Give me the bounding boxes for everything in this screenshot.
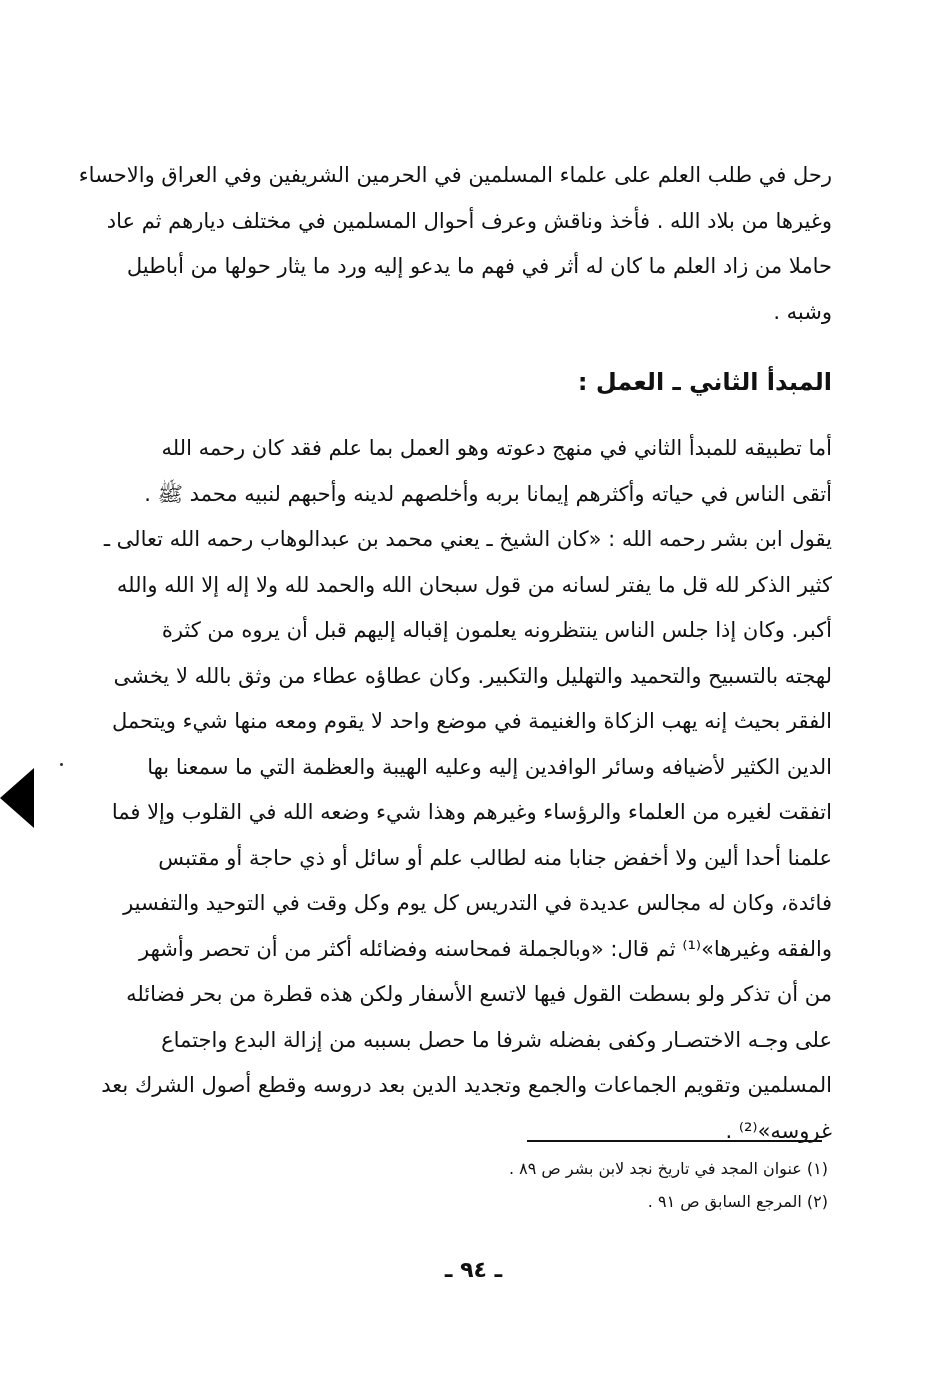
body-line: أتقى الناس في حياته وأكثرهم إيمانا بربه وأخلصهم لدينه وأحبهم لنبيه محمد ﷺ . [144, 481, 832, 506]
footnote-divider [527, 1140, 822, 1142]
footnotes [300, 1152, 828, 1218]
footnote-item: (٢) المرجع السابق ص ٩١ . [647, 1192, 828, 1211]
section-heading: المبدأ الثاني ـ العمل : [577, 368, 832, 396]
body-line: غروسه»⁽²⁾ . [725, 1118, 832, 1143]
body-line: فائدة، وكان له مجالس عديدة في التدريس كل يوم وكل وقت في التوحيد والتفسير [123, 891, 832, 915]
scan-speck [60, 763, 63, 766]
page-number: ـ ٩٤ ـ [444, 1258, 503, 1283]
intro-line: حاملا من زاد العلم ما كان له أثر في فهم ما يدعو إليه ورد ما يثار حولها من أباطيل [126, 254, 832, 278]
intro-paragraph [78, 153, 832, 335]
page-edge-mark [0, 768, 34, 828]
body-line: على وجـه الاختصـار وكفى بفضله شرفا ما حصل بسببه من إزالة البدع واجتماع [161, 1027, 832, 1052]
body-line: أكبر. وكان إذا جلس الناس ينتظرونه يعلمون إقباله إليهم قبل أن يروه من كثرة [161, 618, 832, 642]
body-line: اتفقت لغيره من العلماء والرؤساء وغيرهم وهذا شيء وضعه الله في القلوب وإلا فما [111, 800, 832, 824]
footnote-item: (١) عنوان المجد في تاريخ نجد لابن بشر ص ٨٩ . [508, 1159, 828, 1178]
intro-line: وشبه . [773, 299, 832, 324]
body-line: والفقه وغيرها»⁽¹⁾ ثم قال: «وبالجملة فمحاسنه وفضائله أكثر من أن تحصر وأشهر [138, 936, 832, 961]
body-line: المسلمين وتقويم الجماعات والجمع وتجديد الدين بعد دروسه وقطع أصول الشرك بعد [101, 1073, 832, 1097]
intro-line: رحل في طلب العلم على علماء المسلمين في الحرمين الشريفين وفي العراق والاحساء [78, 163, 832, 187]
body-line: الفقر بحيث إنه يهب الزكاة والغنيمة في موضع واحد لا يقوم ومعه منها شيء ويتحمل [111, 709, 832, 733]
body-line: يقول ابن بشر رحمه الله : «كان الشيخ ـ يعني محمد بن عبدالوهاب رحمه الله تعالى ـ [103, 527, 832, 551]
body-line: من أن تذكر ولو بسطت القول فيها لاتسع الأسفار ولكن هذه قطرة من بحر فضائله [126, 982, 832, 1006]
body-line: أما تطبيقه للمبدأ الثاني في منهج دعوته وهو العمل بما علم فقد كان رحمه الله [161, 436, 832, 460]
body-paragraph [101, 426, 832, 1154]
body-line: كثير الذكر لله قل ما يفتر لسانه من قول سبحان الله والحمد لله ولا إله إلا الله والله [116, 572, 832, 597]
body-line: علمنا أحدا ألين ولا أخفض جنابا منه لطالب علم أو سائل أو ذي حاجة أو مقتبس [158, 845, 832, 870]
body-line: الدين الكثير لأضيافه وسائر الوافدين إليه وعليه الهيبة والعظمة التي ما سمعنا بها [147, 754, 832, 779]
body-line: لهجته بالتسبيح والتحميد والتهليل والتكبير. وكان عطاؤه عطاء من وثق بالله لا يخشى [113, 663, 832, 688]
intro-line: وغيرها من بلاد الله . فأخذ وناقش وعرف أحوال المسلمين في مختلف ديارهم ثم عاد [106, 208, 832, 233]
